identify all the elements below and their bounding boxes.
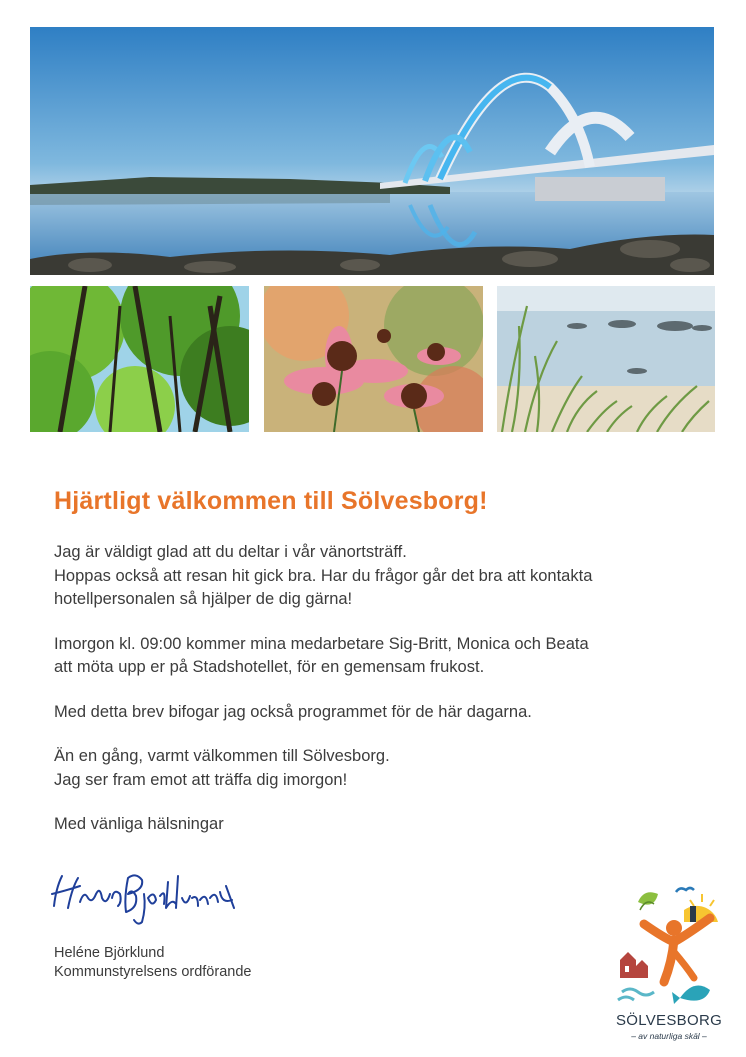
signatory-block [54, 944, 251, 982]
forest-image [30, 286, 249, 432]
solvesborg-logo [614, 882, 724, 1032]
paragraph-line: Hoppas också att resan hit gick bra. Har du frågor går det bra att kontakta [54, 566, 593, 585]
logo-wordmark: SÖLVESBORG [615, 1012, 723, 1029]
paragraph-line: Jag ser fram emot att träffa dig imorgon! [54, 770, 348, 789]
paragraph-line: Imorgon kl. 09:00 kommer mina medarbetare Sig-Britt, Monica och Beata [54, 634, 589, 653]
paragraph-line: Med detta brev bifogar jag också programmet för de här dagarna. [54, 702, 532, 721]
paragraph-line: att möta upp er på Stadshotellet, för en gemensam frukost. [54, 658, 485, 676]
paragraph-line: hotellpersonalen så hjälper de dig gärna! [54, 590, 353, 608]
coneflower-image [264, 286, 483, 432]
letter-body [54, 541, 694, 858]
handwritten-signature [48, 868, 244, 928]
paragraph-3 [54, 701, 694, 725]
hero-bridge-image [30, 27, 714, 275]
paragraph-line: Med vänliga hälsningar [54, 815, 224, 833]
beach-grass-image [497, 286, 715, 432]
paragraph-4 [54, 745, 694, 792]
paragraph-line: Än en gång, varmt välkommen till Sölvesborg. [54, 747, 390, 765]
paragraph-1 [54, 541, 694, 612]
paragraph-line: Jag är väldigt glad att du deltar i vår vänortsträff. [54, 543, 407, 561]
signatory-role: Kommunstyrelsens ordförande [54, 964, 252, 980]
logo-tagline: – av naturliga skäl – [631, 1031, 707, 1041]
closing-greeting [54, 813, 694, 837]
paragraph-2 [54, 633, 694, 680]
welcome-heading: Hjärtligt välkommen till Sölvesborg! [54, 487, 488, 515]
signatory-name: Heléne Björklund [54, 945, 165, 961]
